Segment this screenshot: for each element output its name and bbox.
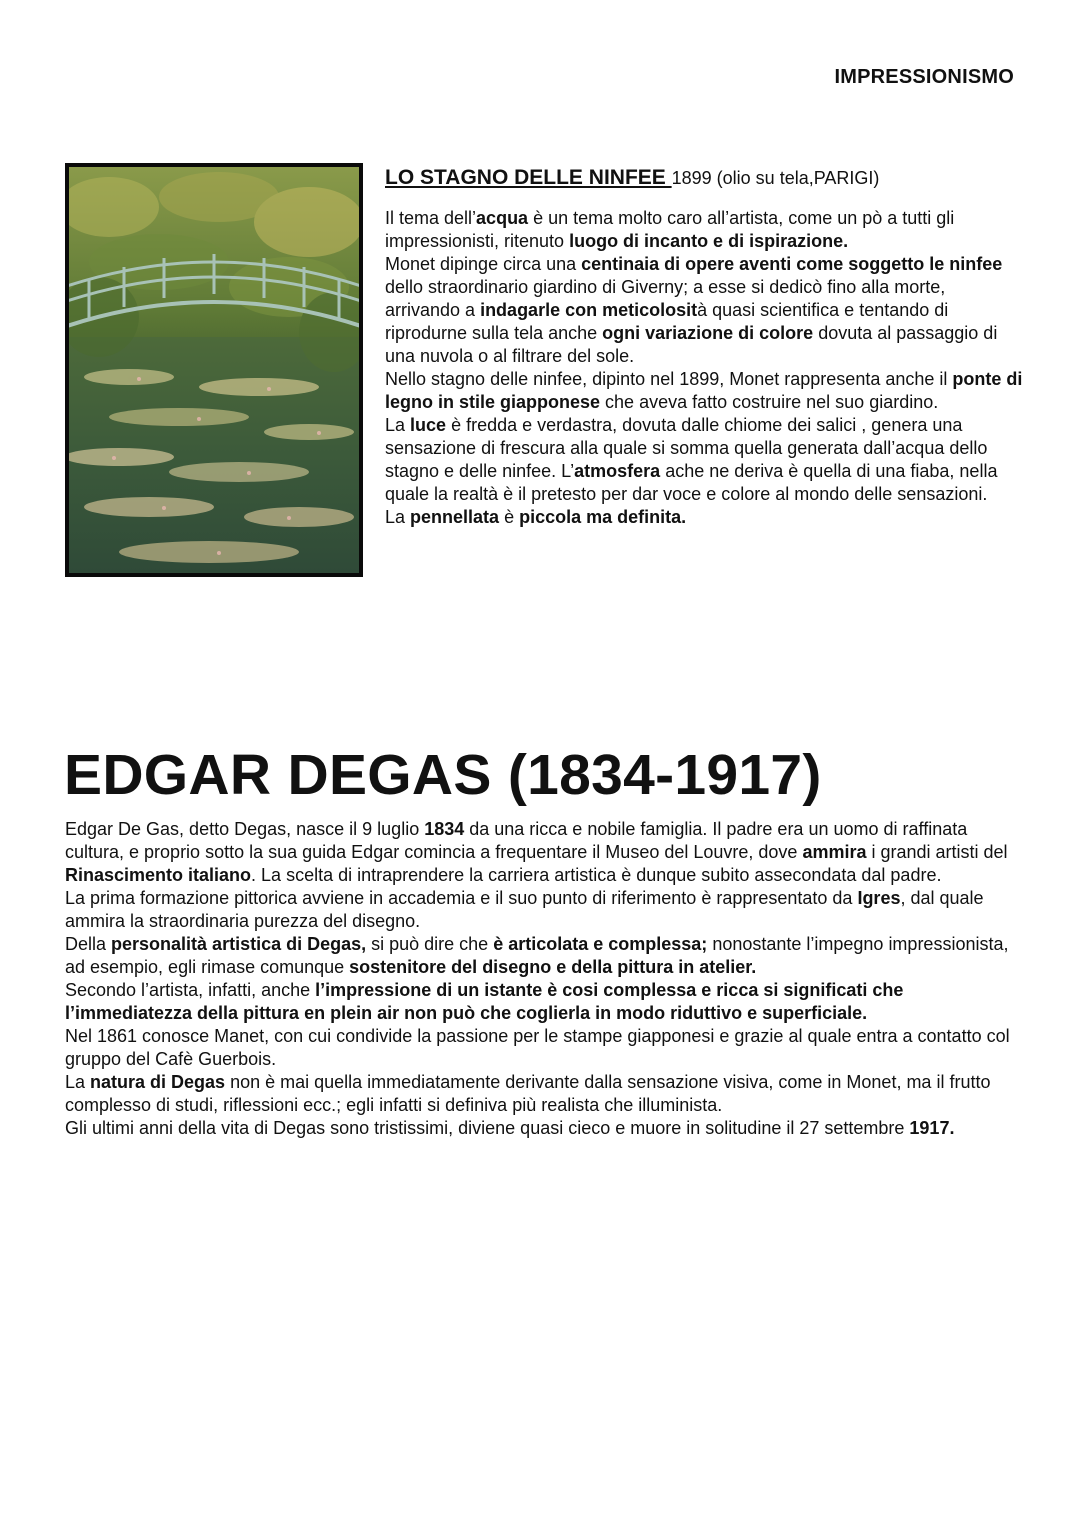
paragraph: La prima formazione pittorica avviene in accademia e il suo punto di riferimento è rappresentato da Igres, dal quale ammira la straordinaria purezza del disegno. <box>65 888 984 931</box>
degas-section <box>65 818 1025 1140</box>
page-header: IMPRESSIONISMO <box>834 66 1014 88</box>
paragraph: Nel 1861 conosce Manet, con cui condivide la passione per le stampe giapponesi e grazie al quale entra a contatto col gruppo del Cafè Guerbois. <box>65 1026 1010 1069</box>
paragraph: Nello stagno delle ninfee, dipinto nel 1899, Monet rappresenta anche il ponte di legno in stile giapponese che aveva fatto costruire nel suo giardino. <box>385 369 1023 412</box>
paragraph: Secondo l’artista, infatti, anche l’impressione di un istante è cosi complessa e ricca si significati che l’immediatezza della pittura en plein air non può che coglierla in modo riduttivo e superficiale. <box>65 980 904 1023</box>
paragraph: La pennellata è piccola ma definita. <box>385 507 687 527</box>
paragraph: La natura di Degas non è mai quella immediatamente derivante dalla sensazione visiva, come in Monet, ma il frutto complesso di studi, riflessioni ecc.; egli infatti si definiva più realista che illuminista. <box>65 1072 991 1115</box>
artwork-title: LO STAGNO DELLE NINFEE <box>385 166 672 189</box>
monet-section <box>385 166 1025 529</box>
degas-section-title: EDGAR DEGAS (1834-1917) <box>64 743 822 807</box>
water-lily-pond-painting <box>65 163 363 577</box>
paragraph: La luce è fredda e verdastra, dovuta dalle chiome dei salici , genera una sensazione di frescura alla quale si somma quella generata dall’acqua dello stagno e delle ninfee. L’atmosfera ache ne deriva è quella di una fiaba, nella quale la realtà è il pretesto per dar voce e colore al mondo delle sensazioni. <box>385 415 998 504</box>
paragraph: Il tema dell’acqua è un tema molto caro all’artista, come un pò a tutti gli impressionisti, ritenuto luogo di incanto e di ispirazione. <box>385 208 955 251</box>
paragraph: Monet dipinge circa una centinaia di opere aventi come soggetto le ninfee dello straordinario giardino di Giverny; a esse si dedicò fino alla morte, arrivando a indagarle con meticolosità quasi scientifica e tentando di riprodurne sulla tela anche ogni variazione di colore dovuta al passaggio di una nuvola o al filtrare del sole. <box>385 254 1003 366</box>
painting-image <box>69 167 359 573</box>
paragraph: Gli ultimi anni della vita di Degas sono tristissimi, diviene quasi cieco e muore in solitudine il 27 settembre 1917. <box>65 1118 955 1138</box>
paragraph: Edgar De Gas, detto Degas, nasce il 9 luglio 1834 da una ricca e nobile famiglia. Il padre era un uomo di raffinata cultura, e proprio sotto la sua guida Edgar comincia a frequentare il Museo del Louvre, dove ammira i grandi artisti del Rinascimento italiano. La scelta di intraprendere la carriera artistica è dunque subito assecondata dal padre. <box>65 819 1008 885</box>
artwork-heading <box>385 166 1025 190</box>
artwork-meta: 1899 (olio su tela,PARIGI) <box>671 168 880 188</box>
paragraph: Della personalità artistica di Degas, si può dire che è articolata e complessa; nonostante l’impegno impressionista, ad esempio, egli rimase comunque sostenitore del disegno e della pittura in atelier. <box>65 934 1009 977</box>
